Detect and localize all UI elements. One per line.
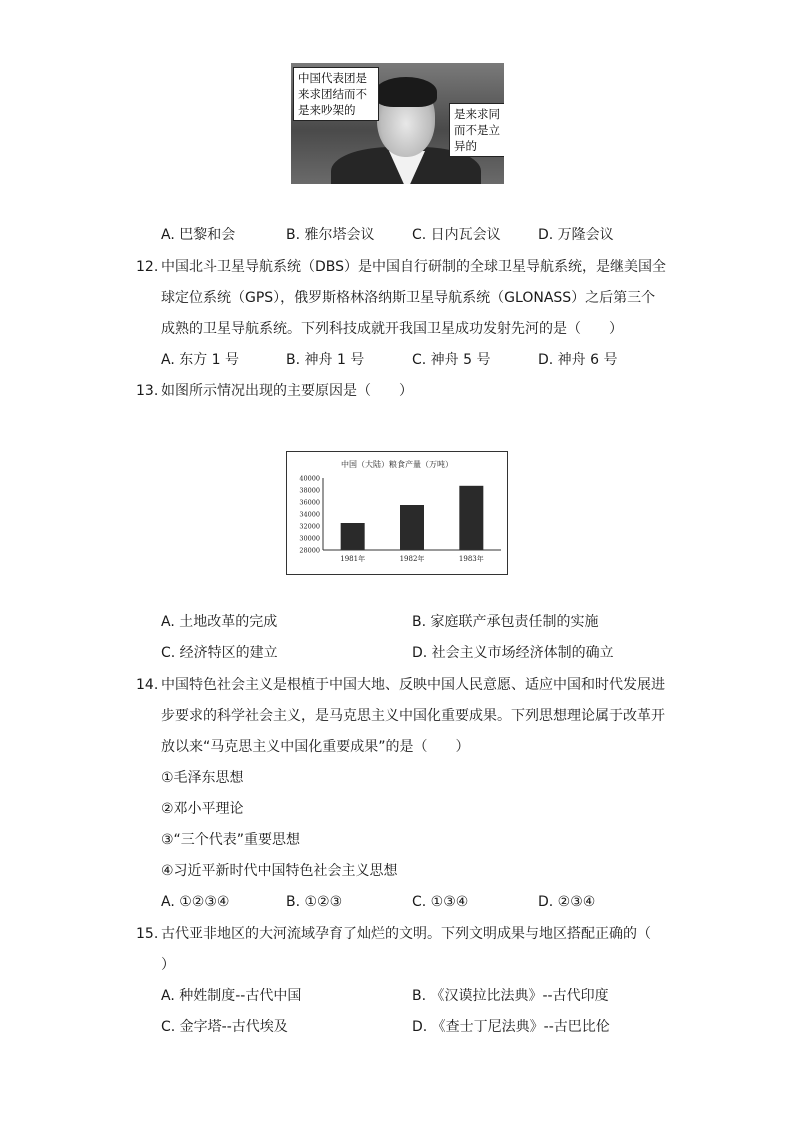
q15-option-d[interactable]: D. 《查士丁尼法典》--古巴比伦 [412,1019,610,1035]
cartoon-photo [291,63,504,184]
q12-option-c[interactable]: C. 神舟 5 号 [412,352,491,368]
q13-number: 13. [136,383,159,399]
q14-item: ④习近平新时代中国特色社会主义思想 [161,863,398,879]
x-tick-label: 1981年 [340,555,366,563]
q15-option-a[interactable]: A. 种姓制度--古代中国 [161,988,302,1004]
q14-option-d[interactable]: D. ②③④ [538,894,596,910]
q12-option-a[interactable]: A. 东方 1 号 [161,352,240,368]
grain-output-chart [286,451,508,575]
y-tick-label: 38000 [299,486,320,495]
q14-option-c[interactable]: C. ①③④ [412,894,469,910]
y-tick-label: 36000 [299,498,320,507]
q15-stem-line: 古代亚非地区的大河流域孕育了灿烂的文明。下列文明成果与地区搭配正确的（ [161,926,651,942]
x-axis-labels [340,554,483,563]
q13-option-c[interactable]: C. 经济特区的建立 [161,645,278,661]
chart-bars [341,486,484,550]
q12-stem-line: 球定位系统（GPS），俄罗斯格林洛纳斯卫星导航系统（GLONASS）之后第三个 [161,290,656,306]
y-tick-label: 30000 [299,534,320,543]
chart-bar [341,523,365,550]
q15-option-c[interactable]: C. 金字塔--古代埃及 [161,1019,288,1035]
q14-stem-line: 放以来“马克思主义中国化重要成果”的是（ ） [161,739,470,755]
q14-stem-line: 步要求的科学社会主义，是马克思主义中国化重要成果。下列思想理论属于改革开 [161,708,665,724]
y-tick-label: 32000 [299,522,320,531]
bubble-line: 来求团结而不 [298,87,367,101]
q14-number: 14. [136,677,159,693]
q11-option-c[interactable]: C. 日内瓦会议 [412,227,501,243]
speech-bubble-right [449,103,504,157]
x-tick-label: 1983年 [458,555,484,563]
y-tick-label: 34000 [299,510,320,519]
q12-option-d[interactable]: D. 神舟 6 号 [538,352,618,368]
chart-svg [287,452,507,574]
q11-option-d[interactable]: D. 万隆会议 [538,227,614,243]
q12-stem-line: 中国北斗卫星导航系统（DBS）是中国自行研制的全球卫星导航系统，是继美国全 [161,259,667,275]
bubble-line: 是来求同 [454,107,500,121]
q11-option-a[interactable]: A. 巴黎和会 [161,227,236,243]
chart-title: 中国（大陆）粮食产量（万吨） [341,460,453,469]
q14-option-b[interactable]: B. ①②③ [286,894,343,910]
q11-option-b[interactable]: B. 雅尔塔会议 [286,227,375,243]
chart-bar [400,505,424,550]
y-tick-label: 28000 [299,546,320,555]
q15-option-b[interactable]: B. 《汉谟拉比法典》--古代印度 [412,988,609,1004]
q14-item: ①毛泽东思想 [161,770,244,786]
bubble-line: 中国代表团是 [298,71,367,85]
q14-option-a[interactable]: A. ①②③④ [161,894,230,910]
q13-stem: 如图所示情况出现的主要原因是（ ） [161,383,413,399]
q14-item: ②邓小平理论 [161,801,244,817]
q13-option-d[interactable]: D. 社会主义市场经济体制的确立 [412,645,614,661]
q12-stem-line: 成熟的卫星导航系统。下列科技成就开我国卫星成功发射先河的是（ ） [161,321,623,337]
speech-bubble-left [293,67,379,121]
q15-stem-line: ） [161,957,175,973]
y-axis-ticks [299,475,320,555]
chart-bar [459,486,483,550]
x-tick-label: 1982年 [399,555,425,563]
q13-option-b[interactable]: B. 家庭联产承包责任制的实施 [412,614,599,630]
q14-item: ③“三个代表”重要思想 [161,832,301,848]
photo-figure-hair [375,77,437,107]
q14-stem-line: 中国特色社会主义是根植于中国大地、反映中国人民意愿、适应中国和时代发展进 [161,677,665,693]
q12-number: 12. [136,259,159,275]
y-tick-label: 40000 [299,474,320,483]
bubble-line: 而不是立 [454,123,500,137]
bubble-line: 异的 [454,139,477,153]
bubble-line: 是来吵架的 [298,103,356,117]
q15-number: 15. [136,926,159,942]
q13-option-a[interactable]: A. 土地改革的完成 [161,614,278,630]
q12-option-b[interactable]: B. 神舟 1 号 [286,352,365,368]
